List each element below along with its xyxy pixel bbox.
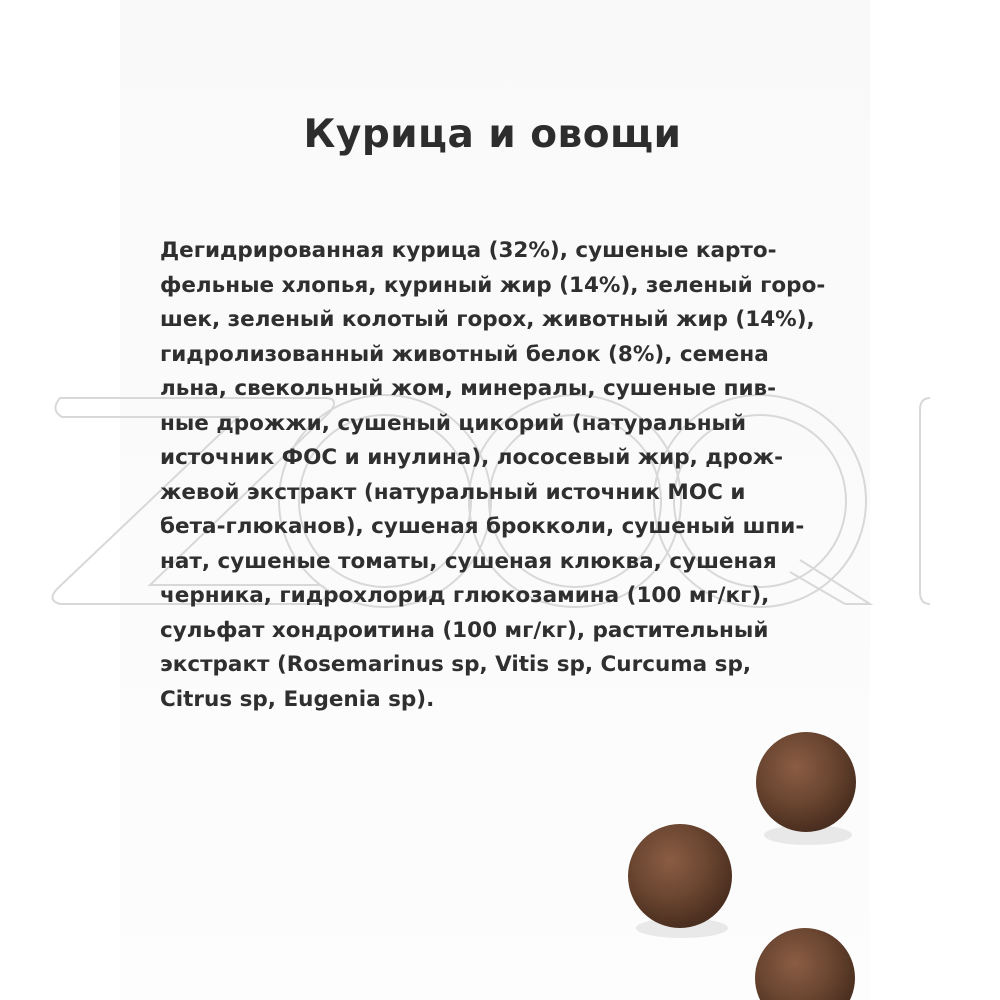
kibble-piece xyxy=(755,928,855,1000)
kibble-piece xyxy=(756,732,856,845)
kibble-piece xyxy=(628,824,732,938)
product-title: Курица и овощи xyxy=(303,112,682,157)
ingredients-text: Дегидрированная курица (32%), сушеные карто- фельные хлопья, куриный жир (14%), зеленый горо- шек, зеленый колотый горох, животный жир (14%), гидролизованный животный белок (8%), семена льна, свекольный жом, минералы, сушеные пив- ные дрожжи, сушеный цикорий (натуральный источник ФОС и инулина), лососевый жир, дрож- жевой экстракт (натуральный источник МОС и бета-глюканов), сушеная брокколи, сушеный шпи- нат, сушеные томаты, сушеная клюква, сушеная черника, гидрохлорид глюкозамина (100 мг/кг), сульфат хондроитина (100 мг/кг), растительный экстракт (Rosemarinus sp, Vitis sp, Curcuma sp, Citrus sp, Eugenia sp). xyxy=(160,238,826,712)
